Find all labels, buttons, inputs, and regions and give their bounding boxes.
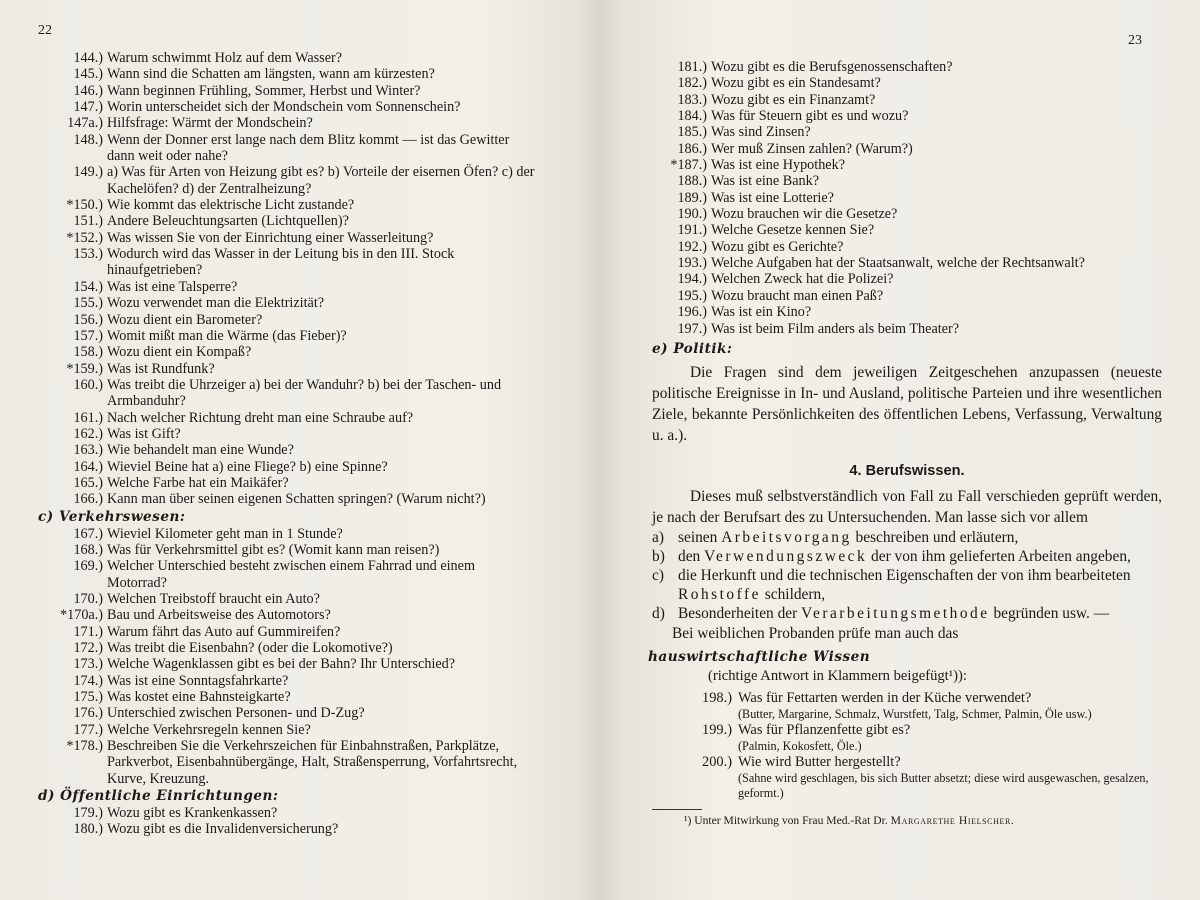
question-item bbox=[652, 157, 1162, 173]
question-item bbox=[48, 705, 538, 721]
beruf-list-item: b) den Verwendungszweck der von ihm gelieferten Arbeiten angeben, bbox=[652, 547, 1131, 565]
question-number: 179.) bbox=[73, 805, 103, 822]
question-number: 196.) bbox=[677, 304, 707, 321]
question-item bbox=[48, 115, 538, 131]
question-number: 147.) bbox=[73, 99, 103, 116]
question-text: Was ist eine Lotterie? bbox=[711, 189, 834, 206]
answer-text: (Sahne wird geschlagen, bis sich Butter absetzt; diese wird ausgewaschen, gesalzen, geformt.) bbox=[738, 770, 1149, 800]
question-number: 200.) bbox=[702, 753, 732, 770]
right-column bbox=[648, 59, 1162, 827]
question-item bbox=[652, 288, 1162, 304]
question-number: 144.) bbox=[73, 50, 103, 66]
question-text: Wozu brauchen wir die Gesetze? bbox=[711, 206, 898, 223]
question-number: 157.) bbox=[73, 327, 103, 344]
question-item bbox=[652, 754, 1162, 771]
question-text: Wozu gibt es Gerichte? bbox=[711, 238, 844, 255]
section-heading: hauswirtschaftliche Wissen bbox=[648, 648, 871, 665]
question-item bbox=[48, 279, 538, 295]
footnote: ¹) Unter Mitwirkung von Frau Med.-Rat Dr. Margarethe Hielscher. bbox=[684, 813, 1015, 827]
beruf-list-item: d) Besonderheiten der Verarbeitungsmethode begründen usw. — bbox=[652, 604, 1110, 622]
question-item bbox=[48, 377, 538, 410]
question-number: 155.) bbox=[73, 295, 103, 312]
question-number: *187.) bbox=[670, 157, 707, 174]
list-label: c) bbox=[652, 566, 664, 584]
question-text: Was kostet eine Bahnsteigkarte? bbox=[107, 689, 291, 706]
list-label: b) bbox=[652, 547, 665, 565]
question-text: Was ist ein Kino? bbox=[711, 304, 812, 321]
question-text: Was ist eine Talsperre? bbox=[107, 278, 238, 295]
question-number: 164.) bbox=[73, 458, 103, 475]
question-text: Was treibt die Uhrzeiger a) bei der Wanduhr? b) bei der Taschen- und Armbanduhr? bbox=[107, 376, 502, 410]
question-item bbox=[48, 607, 538, 623]
question-item bbox=[48, 361, 538, 377]
question-number: 184.) bbox=[677, 108, 707, 125]
question-text: Welche Farbe hat ein Maikäfer? bbox=[107, 474, 289, 491]
haus-note: (richtige Antwort in Klammern beigefügt¹)): bbox=[708, 667, 967, 684]
section-heading: d) Öffentliche Einrichtungen: bbox=[38, 788, 279, 805]
question-item bbox=[652, 59, 1162, 75]
question-item bbox=[652, 722, 1162, 739]
question-text: Wieviel Kilometer geht man in 1 Stunde? bbox=[107, 525, 343, 542]
spaced-term: Rohstoffe bbox=[678, 585, 761, 603]
question-number: *178.) bbox=[66, 738, 103, 755]
question-number: 175.) bbox=[73, 689, 103, 706]
question-text: Kann man über seinen eigenen Schatten springen? (Warum nicht?) bbox=[107, 491, 486, 508]
question-number: 197.) bbox=[677, 320, 707, 337]
question-item bbox=[48, 132, 538, 165]
question-number: 174.) bbox=[73, 672, 103, 689]
question-item bbox=[48, 246, 538, 279]
question-number: 145.) bbox=[73, 66, 103, 83]
question-number: 170.) bbox=[73, 591, 103, 607]
question-item bbox=[652, 271, 1162, 287]
question-number: 154.) bbox=[73, 278, 103, 295]
question-text: Was sind Zinsen? bbox=[711, 124, 811, 141]
question-text: Nach welcher Richtung dreht man eine Schraube auf? bbox=[107, 409, 414, 426]
question-text: Andere Beleuchtungsarten (Lichtquellen)? bbox=[107, 213, 349, 230]
question-number: 149.) bbox=[73, 164, 103, 181]
section-heading: 4. Berufswissen. bbox=[849, 462, 965, 479]
question-item bbox=[48, 442, 538, 458]
question-item bbox=[48, 83, 538, 99]
question-text: Welchen Treibstoff braucht ein Auto? bbox=[107, 591, 320, 607]
question-item bbox=[652, 321, 1162, 337]
question-item bbox=[652, 222, 1162, 238]
question-item bbox=[48, 197, 538, 213]
question-item bbox=[48, 591, 538, 607]
question-number: 156.) bbox=[73, 311, 103, 328]
question-number: 160.) bbox=[73, 376, 103, 393]
question-item bbox=[48, 526, 538, 542]
question-item bbox=[48, 821, 538, 837]
question-text: Wie kommt das elektrische Licht zustande? bbox=[107, 197, 355, 214]
question-text: Was ist beim Film anders als beim Theater? bbox=[711, 320, 959, 337]
question-number: 158.) bbox=[73, 344, 103, 361]
spaced-term: Verarbeitungsmethode bbox=[801, 604, 990, 622]
question-item bbox=[652, 75, 1162, 91]
question-item bbox=[48, 164, 538, 197]
question-text: Wodurch wird das Wasser in der Leitung bis in den III. Stock hinaufgetrieben? bbox=[107, 246, 455, 279]
question-item bbox=[652, 92, 1162, 108]
spaced-term: Arbeitsvorgang bbox=[721, 528, 852, 546]
question-item bbox=[48, 491, 538, 507]
question-item bbox=[48, 213, 538, 229]
question-text: Wozu gibt es die Invalidenversicherung? bbox=[107, 821, 339, 838]
question-text: Warum fährt das Auto auf Gummireifen? bbox=[107, 623, 341, 640]
question-item bbox=[652, 206, 1162, 222]
question-number: 146.) bbox=[73, 82, 103, 99]
question-text: Was für Pflanzenfette gibt es? bbox=[738, 721, 911, 738]
question-item bbox=[48, 475, 538, 491]
question-text: Was ist Gift? bbox=[107, 425, 181, 442]
left-column bbox=[38, 50, 538, 838]
beruf-list-item: c) die Herkunft und die technischen Eigenschaften der von ihm bearbeiteten Rohstoffe schildern, bbox=[652, 566, 1131, 603]
question-text: Welche Verkehrsregeln kennen Sie? bbox=[107, 721, 311, 738]
question-text: Was für Fettarten werden in der Küche verwendet? bbox=[738, 689, 1032, 706]
question-number: 162.) bbox=[73, 425, 103, 442]
question-number: 148.) bbox=[73, 131, 103, 148]
question-number: 185.) bbox=[677, 124, 707, 141]
question-text: Wozu verwendet man die Elektrizität? bbox=[107, 295, 325, 312]
question-item bbox=[652, 124, 1162, 140]
question-text: Beschreiben Sie die Verkehrszeichen für Einbahnstraßen, Parkplätze, Parkverbot, Eisenbahnübergänge, Halt, Straßensperrung, Vorfahrtsrecht, Kurve, Kreuzung. bbox=[107, 738, 518, 787]
question-number: 191.) bbox=[677, 222, 707, 239]
question-number: 183.) bbox=[677, 91, 707, 108]
question-number: *150.) bbox=[66, 197, 103, 214]
question-text: Worin unterscheidet sich der Mondschein vom Sonnenschein? bbox=[107, 99, 461, 116]
question-text: Was ist eine Bank? bbox=[711, 173, 819, 190]
question-number: 181.) bbox=[677, 59, 707, 75]
question-text: Wozu braucht man einen Paß? bbox=[711, 287, 884, 304]
question-number: 192.) bbox=[677, 238, 707, 255]
question-item bbox=[48, 66, 538, 82]
answer-text: (Butter, Margarine, Schmalz, Wurstfett, Talg, Schmer, Palmin, Öle usw.) bbox=[738, 706, 1092, 721]
question-text: a) Was für Arten von Heizung gibt es? b) Vorteile der eisernen Öfen? c) der Kachelöfen? d) der Zentralheizung? bbox=[107, 164, 535, 197]
question-text: Wozu gibt es Krankenkassen? bbox=[107, 805, 278, 822]
spaced-term: Verwendungszweck bbox=[704, 547, 868, 565]
question-item bbox=[48, 459, 538, 475]
question-item bbox=[48, 99, 538, 115]
question-item bbox=[652, 141, 1162, 157]
question-number: 153.) bbox=[73, 246, 103, 263]
question-text: Wie behandelt man eine Wunde? bbox=[107, 442, 294, 459]
question-number: 169.) bbox=[73, 558, 103, 575]
question-text: Welche Aufgaben hat der Staatsanwalt, welche der Rechtsanwalt? bbox=[711, 255, 1085, 272]
question-text: Wie wird Butter hergestellt? bbox=[738, 753, 901, 770]
weiblich-paragraph: Bei weiblichen Probanden prüfe man auch das bbox=[672, 624, 959, 642]
question-item bbox=[48, 738, 538, 787]
question-number: 189.) bbox=[677, 189, 707, 206]
question-number: 180.) bbox=[73, 821, 103, 838]
question-number: 165.) bbox=[73, 474, 103, 491]
question-item bbox=[48, 558, 538, 591]
question-item bbox=[652, 304, 1162, 320]
section-heading: e) Politik: bbox=[652, 340, 733, 357]
politik-paragraph: Die Fragen sind dem jeweiligen Zeitgeschehen anzupassen (neueste politische Ereignisse in In- und Ausland, politische Parteien und ihre wesentlichen Ziele, bekannte Persönlichkeiten des öffentlichen Lebens, Verfassung, Verwaltung u. a.). bbox=[652, 363, 1162, 444]
question-text: Wozu gibt es die Berufsgenossenschaften? bbox=[711, 59, 953, 75]
page-number: 22 bbox=[38, 23, 52, 38]
question-item bbox=[48, 50, 538, 66]
question-item bbox=[48, 295, 538, 311]
question-text: Wieviel Beine hat a) eine Fliege? b) eine Spinne? bbox=[107, 458, 388, 475]
beruf-list-item: a) seinen Arbeitsvorgang beschreiben und erläutern, bbox=[652, 528, 1019, 546]
question-item bbox=[652, 190, 1162, 206]
question-number: 199.) bbox=[702, 721, 732, 738]
question-item bbox=[48, 656, 538, 672]
question-number: 177.) bbox=[73, 721, 103, 738]
question-item bbox=[652, 690, 1162, 707]
question-text: Was ist Rundfunk? bbox=[107, 360, 215, 377]
question-text: Welchen Zweck hat die Polizei? bbox=[711, 271, 894, 288]
question-item bbox=[48, 624, 538, 640]
question-text: Was ist eine Hypothek? bbox=[711, 157, 845, 174]
question-item bbox=[48, 542, 538, 558]
question-item bbox=[652, 173, 1162, 189]
question-text: Was ist eine Sonntagsfahrkarte? bbox=[107, 672, 289, 689]
question-item bbox=[48, 312, 538, 328]
question-item bbox=[48, 689, 538, 705]
question-text: Was wissen Sie von der Einrichtung einer Wasserleitung? bbox=[107, 229, 434, 246]
question-text: Was für Steuern gibt es und wozu? bbox=[711, 108, 909, 125]
question-text: Wann beginnen Frühling, Sommer, Herbst und Winter? bbox=[107, 82, 421, 99]
question-number: 171.) bbox=[73, 623, 103, 640]
question-item bbox=[652, 108, 1162, 124]
question-text: Wenn der Donner erst lange nach dem Blitz kommt — ist das Gewitter dann weit oder nahe? bbox=[107, 131, 510, 165]
question-number: 167.) bbox=[73, 525, 103, 542]
question-number: 166.) bbox=[73, 491, 103, 508]
question-item bbox=[48, 673, 538, 689]
question-item bbox=[48, 328, 538, 344]
question-number: 190.) bbox=[677, 206, 707, 223]
question-text: Womit mißt man die Wärme (das Fieber)? bbox=[107, 327, 347, 344]
question-number: 147a.) bbox=[67, 115, 103, 132]
question-text: Welcher Unterschied besteht zwischen einem Fahrrad und einem Motorrad? bbox=[107, 558, 475, 591]
question-number: 163.) bbox=[73, 442, 103, 459]
question-text: Bau und Arbeitsweise des Automotors? bbox=[107, 607, 331, 624]
question-number: 161.) bbox=[73, 409, 103, 426]
question-text: Wozu gibt es ein Standesamt? bbox=[711, 75, 881, 92]
list-label: d) bbox=[652, 604, 665, 622]
question-number: *159.) bbox=[66, 360, 103, 377]
question-text: Wozu dient ein Kompaß? bbox=[107, 344, 252, 361]
question-number: 173.) bbox=[73, 656, 103, 673]
question-item bbox=[652, 239, 1162, 255]
question-text: Wer muß Zinsen zahlen? (Warum?) bbox=[711, 140, 913, 157]
question-text: Wann sind die Schatten am längsten, wann am kürzesten? bbox=[107, 66, 435, 83]
question-number: 193.) bbox=[677, 255, 707, 272]
question-text: Welche Wagenklassen gibt es bei der Bahn? Ihr Unterschied? bbox=[107, 656, 456, 673]
section-heading: c) Verkehrswesen: bbox=[38, 508, 186, 525]
question-item bbox=[48, 426, 538, 442]
question-text: Warum schwimmt Holz auf dem Wasser? bbox=[107, 50, 343, 66]
question-text: Unterschied zwischen Personen- und D-Zug? bbox=[107, 705, 365, 722]
answer-text: (Palmin, Kokosfett, Öle.) bbox=[738, 738, 862, 753]
question-number: *170a.) bbox=[60, 607, 103, 624]
question-number: *152.) bbox=[66, 229, 103, 246]
question-item bbox=[48, 640, 538, 656]
page-number: 23 bbox=[1128, 33, 1142, 48]
question-number: 195.) bbox=[677, 287, 707, 304]
question-text: Was für Verkehrsmittel gibt es? (Womit kann man reisen?) bbox=[107, 541, 440, 558]
question-number: 182.) bbox=[677, 75, 707, 92]
question-number: 172.) bbox=[73, 640, 103, 657]
beruf-paragraph: Dieses muß selbstverständlich von Fall zu Fall verschieden geprüft werden, je nach der Berufsart des zu Untersuchenden. Man lasse sich vor allem bbox=[652, 487, 1162, 526]
question-number: 151.) bbox=[73, 213, 103, 230]
footnote-rule bbox=[652, 809, 702, 810]
question-item bbox=[48, 410, 538, 426]
question-item bbox=[48, 344, 538, 360]
question-text: Was treibt die Eisenbahn? (oder die Lokomotive?) bbox=[107, 640, 393, 657]
question-number: 176.) bbox=[73, 705, 103, 722]
list-label: a) bbox=[652, 528, 664, 546]
question-number: 194.) bbox=[677, 271, 707, 288]
question-text: Wozu dient ein Barometer? bbox=[107, 311, 263, 328]
question-number: 168.) bbox=[73, 541, 103, 558]
right-page bbox=[600, 0, 1200, 900]
question-text: Wozu gibt es ein Finanzamt? bbox=[711, 91, 876, 108]
question-number: 186.) bbox=[677, 140, 707, 157]
question-number: 188.) bbox=[677, 173, 707, 190]
question-text: Welche Gesetze kennen Sie? bbox=[711, 222, 875, 239]
question-item bbox=[652, 255, 1162, 271]
question-number: 198.) bbox=[702, 689, 732, 706]
question-text: Hilfsfrage: Wärmt der Mondschein? bbox=[107, 115, 313, 132]
question-item bbox=[48, 230, 538, 246]
question-item bbox=[48, 722, 538, 738]
question-item bbox=[48, 805, 538, 821]
